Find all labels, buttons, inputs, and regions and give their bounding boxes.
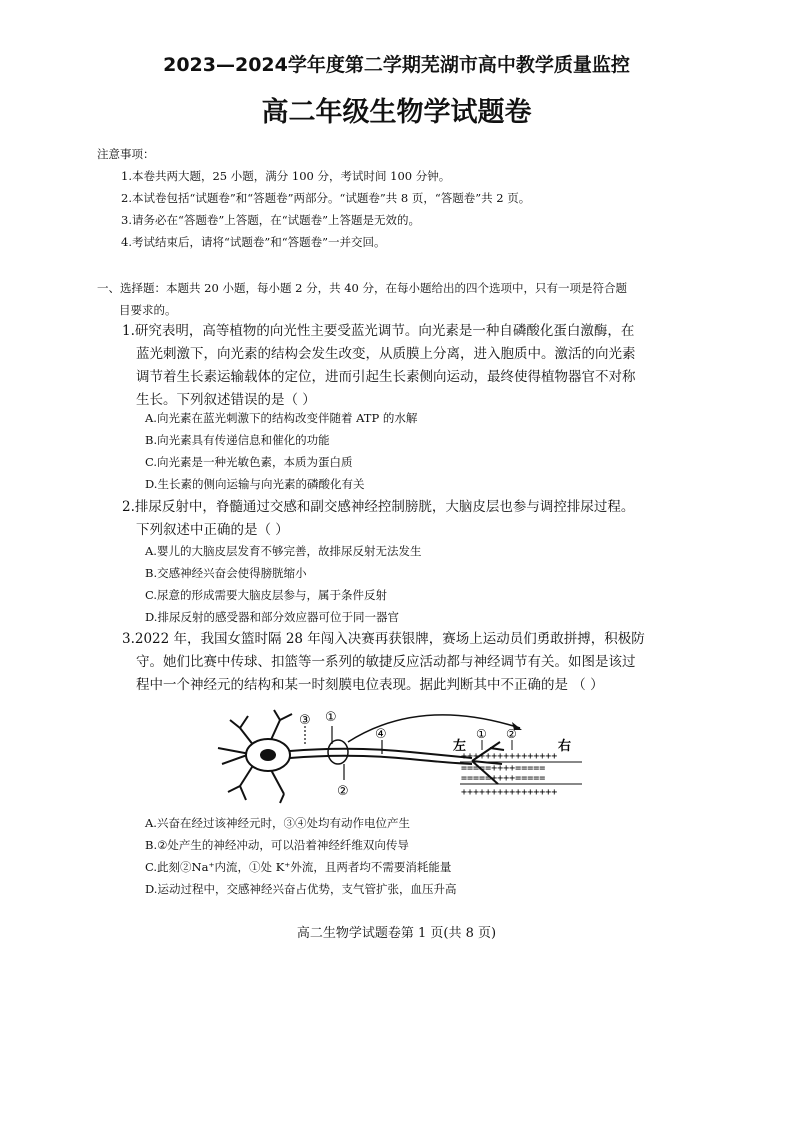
option-c: C.此刻②Na⁺内流，①处 K⁺外流，且两者均不需要消耗能量 bbox=[145, 860, 452, 874]
label-1: ① bbox=[325, 710, 337, 725]
stem-line: 调节着生长素运输载体的定位，进而引起生长素侧向运动，最终使得植物器官不对称 bbox=[136, 369, 636, 385]
question-1-stem bbox=[122, 320, 712, 412]
option-c: C.尿意的形成需要大脑皮层参与，属于条件反射 bbox=[145, 588, 388, 602]
option-d: D.运动过程中，交感神经兴奋占优势，支气管扩张，血压升高 bbox=[145, 882, 457, 896]
option-a: A.兴奋在经过该神经元时，③④处均有动作电位产生 bbox=[145, 816, 410, 830]
option-d: D.生长素的侧向运输与向光素的磷酸化有关 bbox=[145, 477, 365, 491]
membrane-bottom-charges: ++++++++++++++++ bbox=[461, 787, 558, 798]
label-right: 右 bbox=[558, 739, 572, 754]
label-r1: ① bbox=[476, 727, 487, 741]
nucleus bbox=[260, 749, 276, 761]
option-a: A.婴儿的大脑皮层发育不够完善，故排尿反射无法发生 bbox=[145, 544, 422, 558]
notes-item: 3.请务必在“答题卷”上答题，在“试题卷”上答题是无效的。 bbox=[121, 213, 420, 227]
label-3: ③ bbox=[299, 713, 311, 728]
label-2: ② bbox=[337, 784, 349, 799]
label-left: 左 bbox=[453, 739, 467, 754]
membrane-top-charges: ++++++++++++++++ bbox=[461, 751, 558, 762]
stem-line: 2.排尿反射中，脊髓通过交感和副交感神经控制膀胱，大脑皮层也参与调控排尿过程。 bbox=[122, 499, 635, 515]
stem-line: 下列叙述中正确的是（ ） bbox=[136, 522, 289, 538]
label-4: ④ bbox=[375, 727, 387, 742]
notes-block bbox=[97, 143, 717, 253]
option-d: D.排尿反射的感受器和部分效应器可位于同一器官 bbox=[145, 610, 399, 624]
exam-title-line2: 高二年级生物学试题卷 bbox=[261, 97, 532, 128]
stem-line: 守。她们比赛中传球、扣篮等一系列的敏捷反应活动都与神经调节有关。如图是该过 bbox=[136, 654, 636, 670]
question-3-stem bbox=[122, 628, 712, 697]
notes-item: 1.本卷共两大题，25 小题，满分 100 分，考试时间 100 分钟。 bbox=[121, 169, 451, 183]
neuron-diagram bbox=[210, 706, 585, 804]
notes-item: 2.本试卷包括“试题卷”和“答题卷”两部分。“试题卷”共 8 页，“答题卷”共 2 页。 bbox=[121, 191, 531, 205]
notes-item: 4.考试结束后，请将“试题卷”和“答题卷”一并交回。 bbox=[121, 235, 386, 249]
question-2-options bbox=[145, 540, 705, 628]
membrane-mid-charges: =====++++===== bbox=[461, 763, 546, 774]
option-b: B.②处产生的神经冲动，可以沿着神经纤维双向传导 bbox=[145, 838, 409, 852]
stem-line: 生长。下列叙述错误的是（ ） bbox=[136, 392, 316, 408]
option-a: A.向光素在蓝光刺激下的结构改变伴随着 ATP 的水解 bbox=[145, 411, 418, 425]
option-c: C.向光素是一种光敏色素，本质为蛋白质 bbox=[145, 455, 353, 469]
notes-heading: 注意事项： bbox=[97, 147, 155, 161]
section-instructions-line2: 目要求的。 bbox=[119, 303, 177, 317]
highlight-circle bbox=[328, 740, 348, 764]
stem-line: 1.研究表明，高等植物的向光性主要受蓝光调节。向光素是一种自磷酸化蛋白激酶，在 bbox=[122, 323, 635, 339]
option-b: B.向光素具有传递信息和催化的功能 bbox=[145, 433, 330, 447]
exam-title-line1: 2023—2024学年度第二学期芜湖市高中教学质量监控 bbox=[163, 54, 630, 76]
question-2-stem bbox=[122, 496, 712, 542]
stem-line: 程中一个神经元的结构和某一时刻膜电位表现。据此判断其中不正确的是 （ ） bbox=[136, 677, 604, 693]
section-instructions bbox=[97, 277, 707, 321]
stem-line: 蓝光刺激下，向光素的结构会发生改变，从质膜上分离，进入胞质中。激活的向光素 bbox=[136, 346, 636, 362]
question-1-options bbox=[145, 407, 705, 495]
option-b: B.交感神经兴奋会使得膀胱缩小 bbox=[145, 566, 307, 580]
page-footer: 高二生物学试题卷第 1 页(共 8 页) bbox=[296, 926, 497, 941]
question-3-options bbox=[145, 812, 705, 900]
label-r2: ② bbox=[506, 727, 517, 741]
magnify-arrow bbox=[348, 715, 520, 742]
section-instructions-line1: 一、选择题：本题共 20 小题，每小题 2 分，共 40 分，在每小题给出的四个选项中，只有一项是符合题 bbox=[97, 281, 628, 295]
stem-line: 3.2022 年，我国女篮时隔 28 年闯入决赛再获银牌，赛场上运动员们勇敢拼搏，积极防 bbox=[122, 631, 645, 647]
axon bbox=[290, 756, 472, 764]
membrane-mid-charges: =====++++===== bbox=[461, 773, 546, 784]
